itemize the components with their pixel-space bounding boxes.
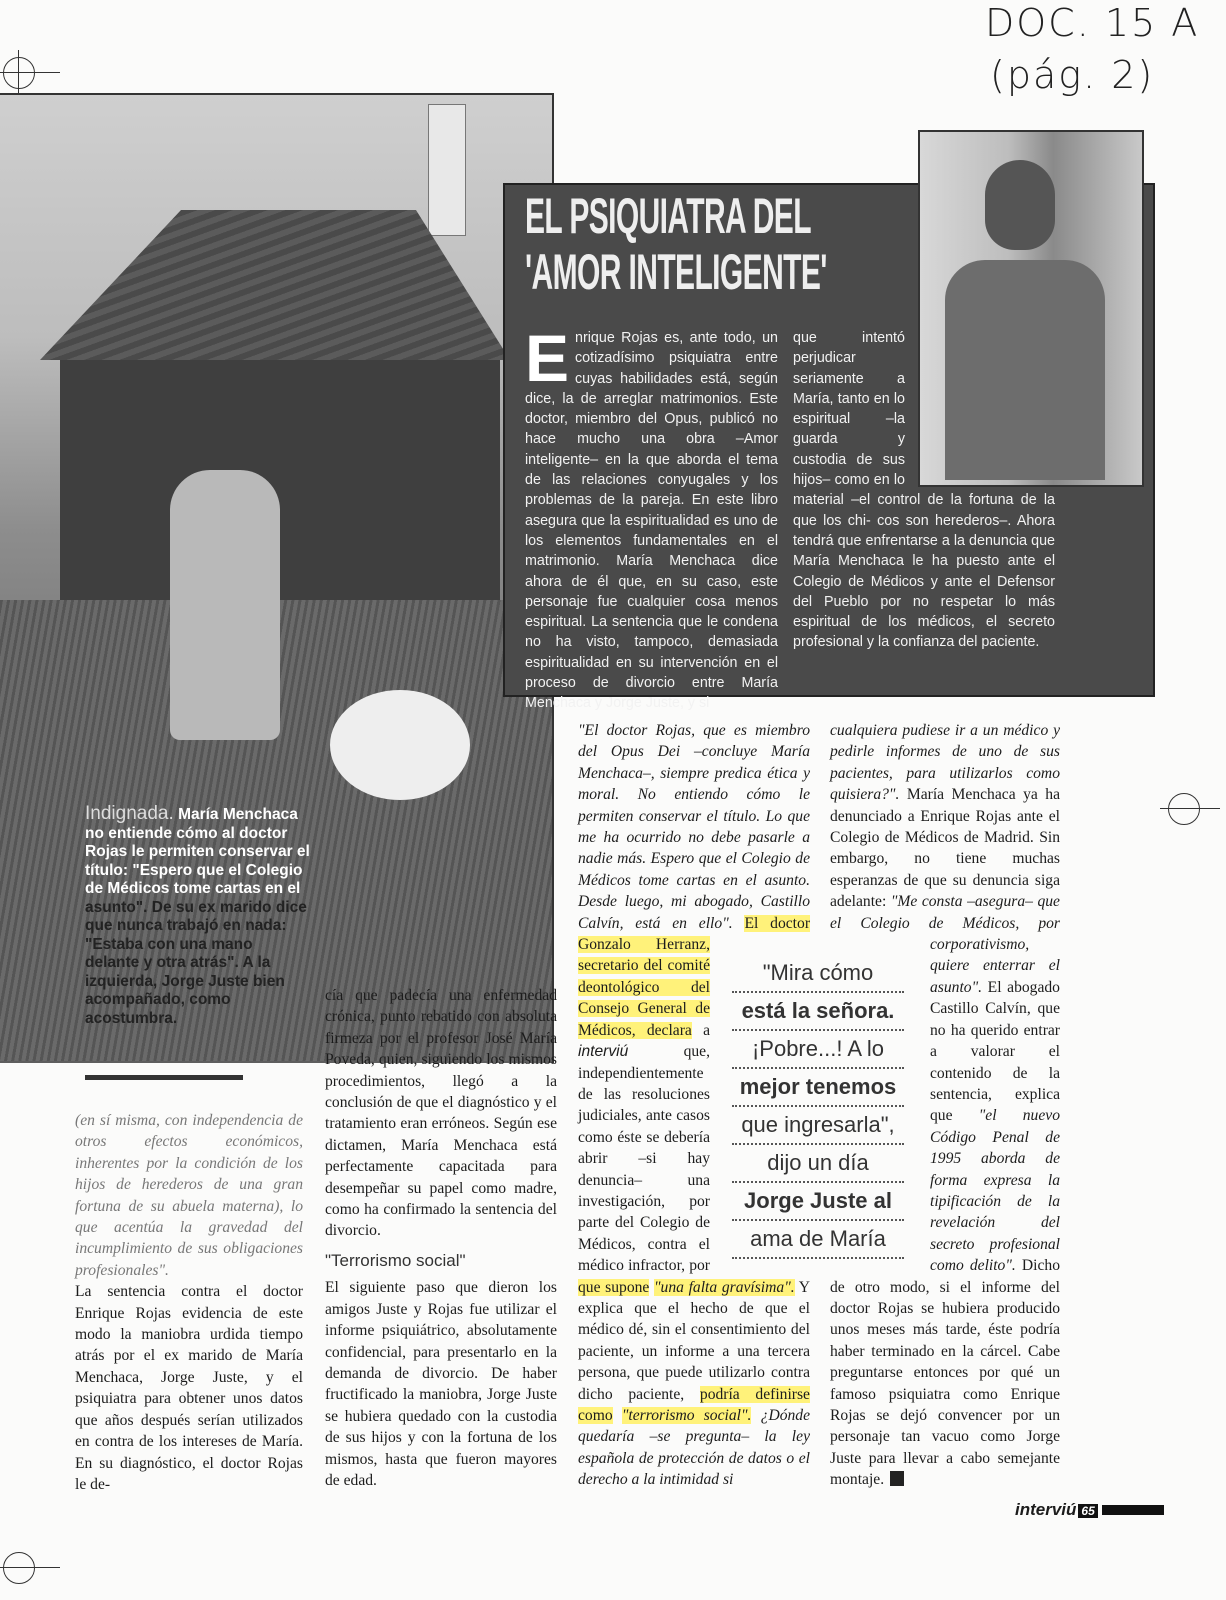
article-col1	[75, 1110, 303, 1495]
sidebar-text-wide: cos son herederos–. Ahora tendrá que enfrentarse a la denuncia que María Menchaca le ha puesto ante el Colegio de Médicos y ante el Defensor del Pueblo por no respetar lo más espiritual de los médicos, el secreto profesional y la confianza del paciente.	[793, 512, 1055, 651]
quote-text: (en sí misma, con independencia de otros efectos económicos, inherentes por la condición de los hijos de herederos de una gran fortuna de su abuela materna), lo que acentúa la gravedad del incumplimiento de sus obligaciones profesionales".	[75, 1112, 303, 1279]
quote-text: "el nuevo Código Penal de 1995 aborda de forma expresa la tipificación de la revelación del secreto profesional como delito".	[930, 1107, 1060, 1275]
paragraph: El abogado Castillo Calvín, que no ha querido entrar a valorar el contenido de la sentencia, explica que	[930, 978, 1060, 1125]
quote-text: ¿Dónde quedaría –se pregunta– la ley española de protección de datos o el derecho a la intimidad si	[578, 1407, 811, 1489]
drop-cap: E	[525, 321, 570, 395]
paragraph: María Menchaca ya ha denunciado a Enrique Rojas ante el Colegio de Médicos de Madrid. Sin embargo, no tiene muchas esperanzas de que su denuncia siga adelante:	[830, 786, 1060, 911]
highlighted-text: El doctor Gonzalo Herranz, secretario del comité deontológico del Consejo General de Médicos, declara	[578, 914, 811, 1039]
headline-line: EL PSIQUIATRA DEL	[525, 188, 811, 244]
pull-quote-line: mejor tenemos	[732, 1069, 904, 1107]
paragraph: El siguiente paso que dieron los amigos Juste y Rojas fue utilizar el informe psiquiátrico, absolutamente confidencial, para presentarlo en la demanda de divorcio. De haber fructificado la maniobra, Jorge Juste se hubiera quedado con la custodia de sus hijos y con la fortuna de los mismos, hasta que fueron mayores de edad.	[325, 1279, 557, 1489]
pull-quote-line: ¡Pobre...! A lo	[732, 1031, 904, 1069]
subheading: "Terrorismo social"	[325, 1250, 466, 1270]
highlighted-text: podría definirse como	[578, 1385, 810, 1424]
registration-line	[0, 72, 60, 73]
highlighted-quote: "terrorismo social".	[621, 1407, 752, 1424]
registration-line	[1160, 808, 1220, 809]
pull-quote	[718, 955, 918, 1259]
magazine-name: interviú	[1015, 1500, 1077, 1519]
photo-porch	[60, 360, 500, 600]
handwritten-note-line1: DOC. 15 A	[985, 1, 1200, 45]
registration-line	[18, 50, 19, 95]
pull-quote-line: "Mira cómo	[732, 955, 904, 993]
pull-quote-line: que ingresarla",	[732, 1107, 904, 1145]
registration-mark-icon	[1168, 793, 1200, 825]
caption-text-continued: asunto". De su ex marido dice que nunca trabajó en nada: "Estaba con una mano delante y otra atrás". A la izquierda, Jorge Juste bien acompañado, como acostumbra.	[85, 898, 307, 1027]
caption-rule	[85, 1075, 243, 1080]
photo-caption	[85, 805, 310, 1028]
article-col2	[325, 985, 557, 1491]
pull-quote-line: está la señora.	[732, 993, 904, 1031]
text: a	[703, 1021, 710, 1039]
portrait-head	[985, 160, 1055, 250]
footer-bar	[1102, 1505, 1164, 1515]
pull-quote-line: dijo un día	[732, 1145, 904, 1183]
registration-line	[0, 1567, 60, 1568]
paragraph: La sentencia contra el doctor Enrique Rojas evidencia de este modo la maniobra urdida tiempo atrás por el ex marido de María Menchaca, Jorge Juste, y el psiquiatra para obtener unos datos que años después serían utilizados en contra de los intereses de María. En su diagnóstico, el doctor Rojas le de-	[75, 1283, 303, 1493]
photo-dog	[330, 690, 470, 800]
handwritten-note-line2: (pág. 2)	[990, 53, 1155, 97]
caption-text: María Menchaca no entiende cómo al doctor Rojas le permiten conservar el título: "Espero que el Colegio de Médicos tome cartas en el	[85, 806, 310, 897]
quote-text: cualquiera pudiese ir a un médico y pedirle informes de uno de sus pacientes, para utilizarlos como quisiera?".	[830, 722, 1060, 804]
portrait-spacer	[905, 328, 1055, 488]
caption-label: Indignada.	[85, 803, 174, 824]
sidebar-headline	[525, 188, 827, 300]
paragraph: que, independientemente de las resoluciones judiciales, ante casos como éste se debería abrir –si hay denuncia– una investigación, por parte del Colegio de Médicos, contra el médico infractor, por	[578, 1043, 710, 1275]
sidebar-text: que intentó perjudicar seriamente a María, tanto en lo espiritual –la guarda y custodia de sus hijos– como en lo material –el control de la fortuna de la que los chi-	[793, 330, 1055, 529]
quote-text: "El doctor Rojas, que es miembro del Opus Dei –concluye María Menchaca–, siempre predica ética y moral. No entiendo cómo le permiten conservar el título. Lo que me ha ocurrido no debe pasarle a nadie más. Espero que el Colegio de Médicos tome cartas en el asunto. Desde luego, mi abogado, Castillo Calvín, está en ello".	[578, 722, 810, 932]
magazine-name: interviú	[578, 1043, 629, 1061]
photo-chimney	[428, 104, 466, 236]
sidebar-text: nrique Rojas es, ante todo, un cotizadísimo psiquiatra entre cuyas habilidades está, según dice, la de arreglar matrimonios. Este doctor, miembro del Opus, publicó no hace mucho una obra –Amor inteligente– en la que aborda el tema de las relaciones conyugales y los problemas de la pareja. En este libro asegura que la espiritualidad es uno de los elementos fundamentales en el matrimonio. María Menchaca dice ahora de él que, en su caso, este personaje fue cualquier cosa menos espiritual. La sentencia que le condena no ha visto, tampoco, demasiada espiritualidad en su intervención en el proceso de divorcio entre María Menchaca y Jorge Juste, y si	[525, 330, 778, 712]
registration-mark-icon	[3, 1552, 35, 1584]
page-number: 65	[1078, 1504, 1097, 1518]
paragraph: cía que padecía una enfermedad crónica, punto rebatido con absoluta firmeza por el profesor José María Poveda, quien, siguiendo los mismos procedimientos, llegó a la conclusión de que el diagnóstico y el tratamiento eran erróneos. Según ese dictamen, María Menchaca está perfectamente capacitada para desempeñar su papel como madre, como ha confirmado la sentencia del divorcio.	[325, 987, 557, 1240]
quote-text: "Me consta –asegura– que el Colegio de Médicos, por corporativismo, quiere enterrar el asunto".	[830, 893, 1060, 996]
paragraph: Y explica que el hecho de que el médico dé, sin el consentimiento del paciente, un informe a una tercera persona, que puede utilizarlo contra dicho paciente,	[578, 1278, 810, 1403]
highlighted-text: que supone	[578, 1278, 650, 1296]
highlighted-quote: "una falta gravísima".	[654, 1278, 795, 1296]
page-footer	[1015, 1500, 1098, 1520]
pull-quote-line: ama de María	[732, 1221, 904, 1259]
headline-line: 'AMOR INTELIGENTE'	[525, 244, 827, 300]
sidebar-col1	[525, 321, 778, 714]
paragraph: Dicho de otro modo, si el informe del doctor Rojas se hubiera producido unos meses más tarde, éste podría haber terminado en la cárcel. Cabe preguntarse entonces por qué un famoso psiquiatra como Enrique Rojas se dejó convencer por un personaje tan vacuo como Jorge Juste para llevar a cabo semejante montaje.	[830, 1257, 1060, 1489]
sidebar-col2	[793, 328, 1055, 653]
photo-woman	[170, 470, 280, 740]
pull-quote-line: Jorge Juste al	[732, 1183, 904, 1221]
end-mark-icon	[890, 1471, 904, 1486]
registration-mark-icon	[3, 57, 35, 89]
